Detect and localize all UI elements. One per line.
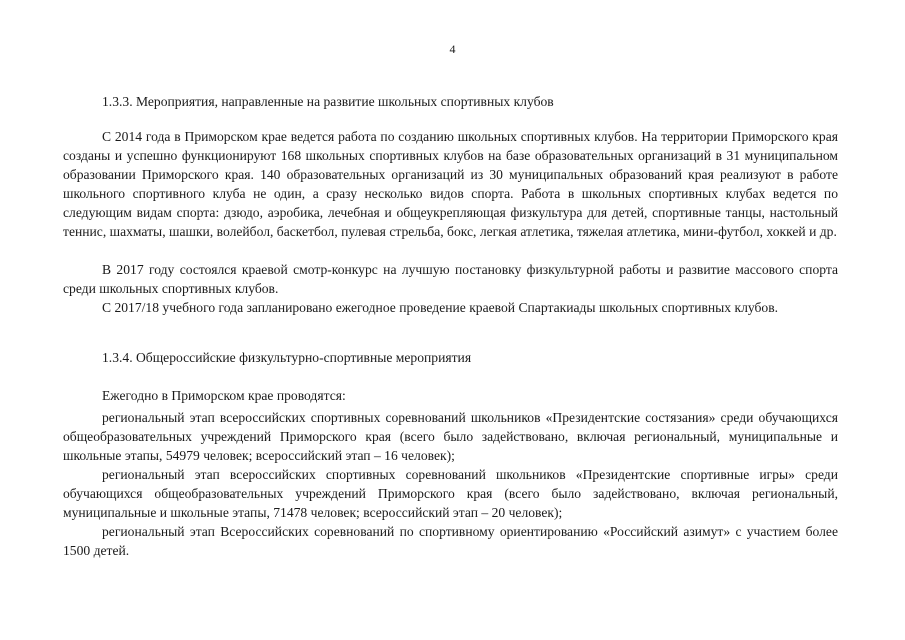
paragraph-spartakiad: С 2017/18 учебного года запланировано ежегодное проведение краевой Спартакиады школьных спортивных клубов. <box>102 300 779 315</box>
list-item-presidential-games: региональный этап всероссийских спортивных соревнований школьников «Президентские спортивные игры» среди обучающихся общеобразовательных учреждений Приморского края (всего было задействовано, включая региональный, муниципальные и школьные этапы, 71478 человек; всероссийский этап – 20 человек); <box>63 467 838 520</box>
list-item-presidential-contests: региональный этап всероссийских спортивных соревнований школьников «Президентские состязания» среди обучающихся общеобразовательных учреждений Приморского края (всего было задействовано, включая региональный, муниципальные и школьные этапы, 54979 человек; всероссийский этап – 16 человек); <box>63 410 838 463</box>
paragraph-contest-2017: В 2017 году состоялся краевой смотр-конкурс на лучшую постановку физкультурной работы и развитие массового спорта среди школьных спортивных клубов. <box>63 262 838 296</box>
section-heading-1-3-4: 1.3.4. Общероссийские физкультурно-спортивные мероприятия <box>102 350 472 365</box>
list-item-russian-azimuth: региональный этап Всероссийских соревнований по спортивному ориентированию «Российский азимут» с участием более 1500 детей. <box>63 524 838 558</box>
page-number: 4 <box>449 42 456 56</box>
intro-line: Ежегодно в Приморском крае проводятся: <box>102 388 346 403</box>
paragraph-school-clubs: С 2014 года в Приморском крае ведется работа по созданию школьных спортивных клубов. На территории Приморского края созданы и успешно функционируют 168 школьных спортивных клубов на базе образовательных организаций в 31 муниципальном образовании Приморского края. 140 образовательных организаций из 30 муниципальных образований края реализуют в работе школьного спортивного клуба не один, а сразу несколько видов спорта. Работа в школьных спортивных клубах ведется по следующим видам спорта: дзюдо, аэробика, лечебная и общеукрепляющая физкультура для детей, спортивные танцы, настольный теннис, шахматы, шашки, волейбол, баскетбол, пулевая стрельба, бокс, легкая атлетика, тяжелая атлетика, мини-футбол, хоккей и др. <box>63 129 838 239</box>
section-heading-1-3-3: 1.3.3. Мероприятия, направленные на развитие школьных спортивных клубов <box>102 94 554 109</box>
